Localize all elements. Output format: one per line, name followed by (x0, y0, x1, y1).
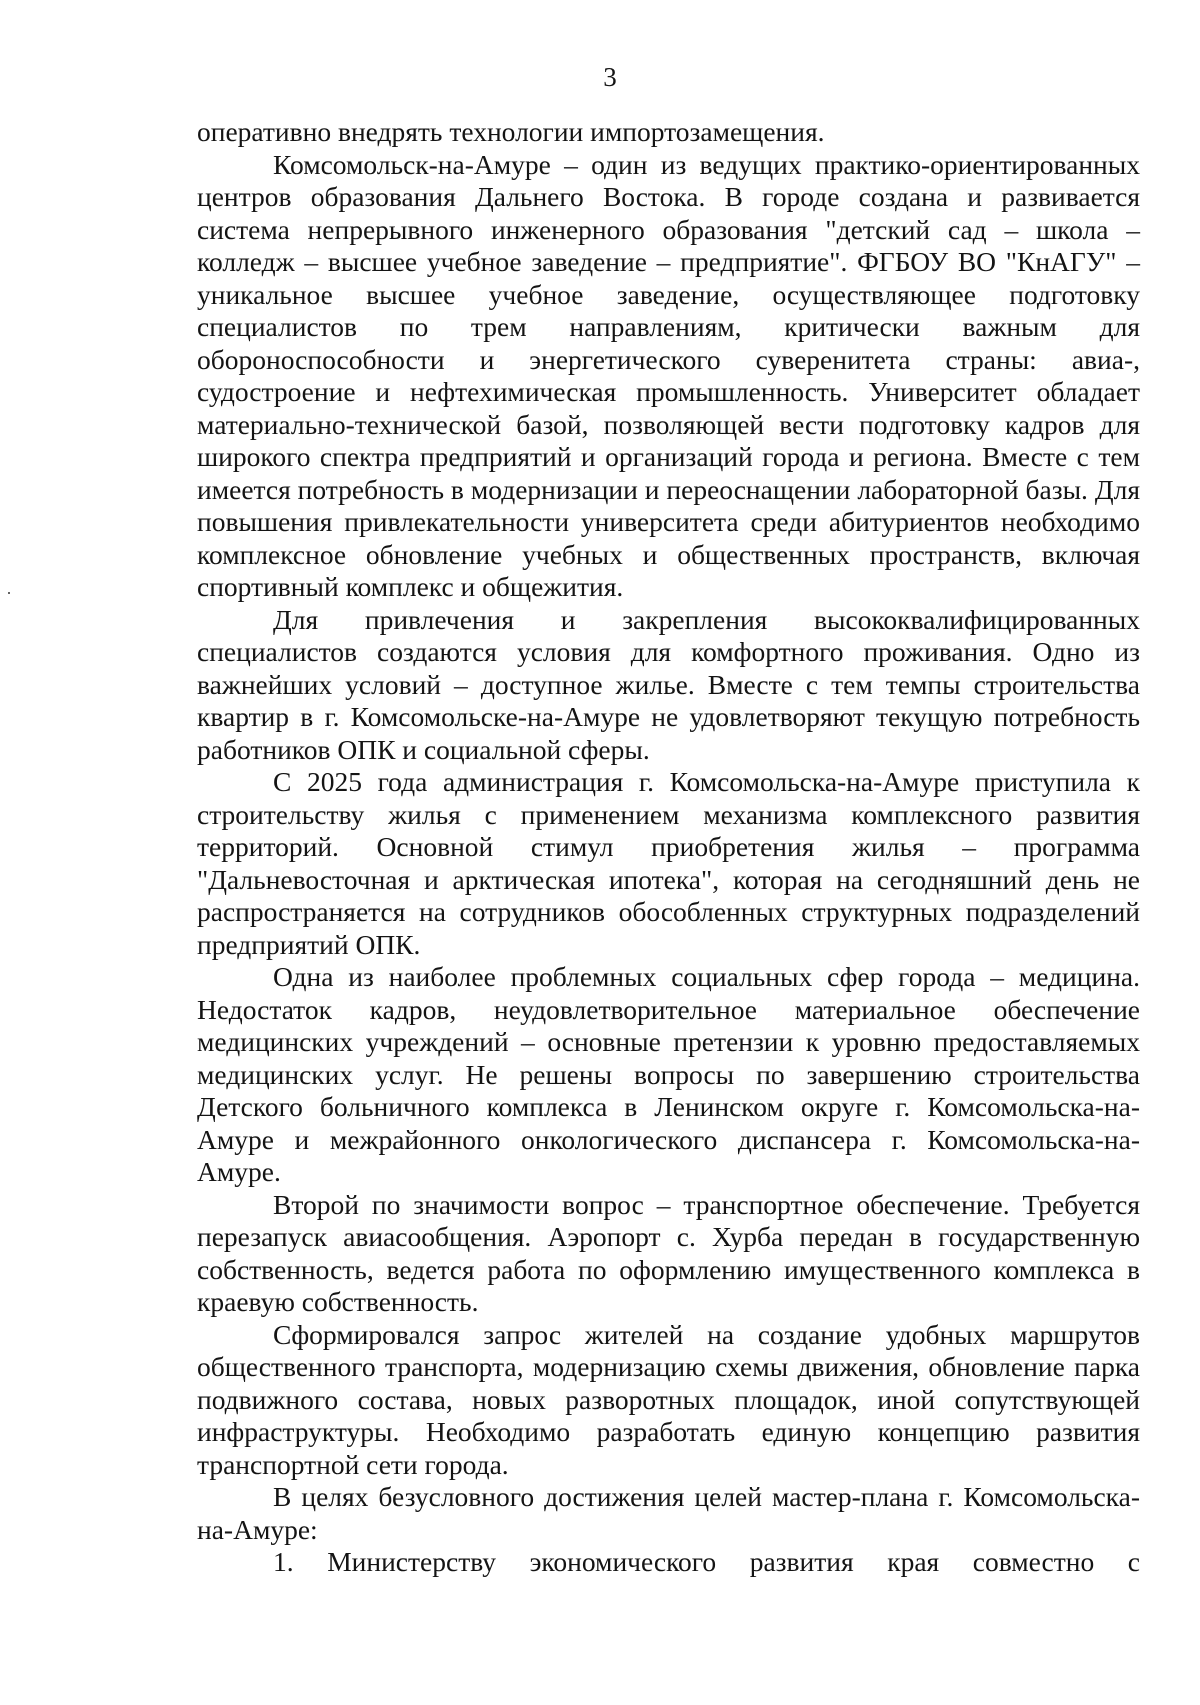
list-item-1: 1. Министерству экономического развития края совместно с (273, 1546, 1140, 1577)
paragraph-housing-construction: С 2025 года администрация г. Комсомольска-на-Амуре приступила к строительству жилья с применением механизма комплексного развития территорий. Основной стимул приобретения жилья – программа "Дальневосточная и арктическая ипотека", которая на сегодняшний день не распространяется на сотрудников обособленных структурных подразделений предприятий ОПК. (197, 766, 1140, 960)
page-number: 3 (603, 62, 617, 92)
document-body (197, 116, 1140, 1579)
paragraph-public-transport: Сформировался запрос жителей на создание удобных маршрутов общественного транспорта, модернизацию схемы движения, обновление парка подвижного состава, новых разворотных площадок, иной сопутствующей инфраструктуры. Необходимо разработать единую концепцию развития транспортной сети города. (197, 1318, 1140, 1480)
paragraph-medicine: Одна из наиболее проблемных социальных сфер города – медицина. Недостаток кадров, неудовлетворительное материальное обеспечение медицинских учреждений – основные претензии к уровню предоставляемых медицинских услуг. Не решены вопросы по завершению строительства Детского больничного комплекса в Ленинском округе г. Комсомольска-на-Амуре и межрайонного онкологического диспансера г. Комсомольска-на-Амуре. (197, 961, 1140, 1187)
paragraph-transport: Второй по значимости вопрос – транспортное обеспечение. Требуется перезапуск авиасообщения. Аэропорт с. Хурба передан в государственную собственность, ведется работа по оформлению имущественного комплекса в краевую собственность. (197, 1188, 1140, 1317)
paragraph-master-plan: В целях безусловного достижения целей мастер-плана г. Комсомольска-на-Амуре: (197, 1481, 1140, 1545)
paragraph-continuation: оперативно внедрять технологии импортозамещения. (197, 116, 825, 147)
paragraph-housing-conditions: Для привлечения и закрепления высококвалифицированных специалистов создаются условия для комфортного проживания. Одно из важнейших условий – доступное жилье. Вместе с тем темпы строительства квартир в г. Комсомольске-на-Амуре не удовлетворяют текущую потребность работников ОПК и социальной сферы. (197, 603, 1140, 765)
paragraph-education: Комсомольск-на-Амуре – один из ведущих практико-ориентированных центров образования Дальнего Востока. В городе создана и развивается система непрерывного инженерного образования "детский сад – школа – колледж – высшее учебное заведение – предприятие". ФГБОУ ВО "КнАГУ" – уникальное высшее учебное заведение, осуществляющее подготовку специалистов по трем направлениям, критически важным для обороноспособности и энергетического суверенитета страны: авиа-, судостроение и нефтехимическая промышленность. Университет обладает материально-технической базой, позволяющей вести подготовку кадров для широкого спектра предприятий и организаций города и региона. Вместе с тем имеется потребность в модернизации и переоснащении лабораторной базы. Для повышения привлекательности университета среди абитуриентов необходимо комплексное обновление учебных и общественных пространств, включая спортивный комплекс и общежития. (197, 148, 1140, 602)
scan-speck (8, 592, 10, 594)
